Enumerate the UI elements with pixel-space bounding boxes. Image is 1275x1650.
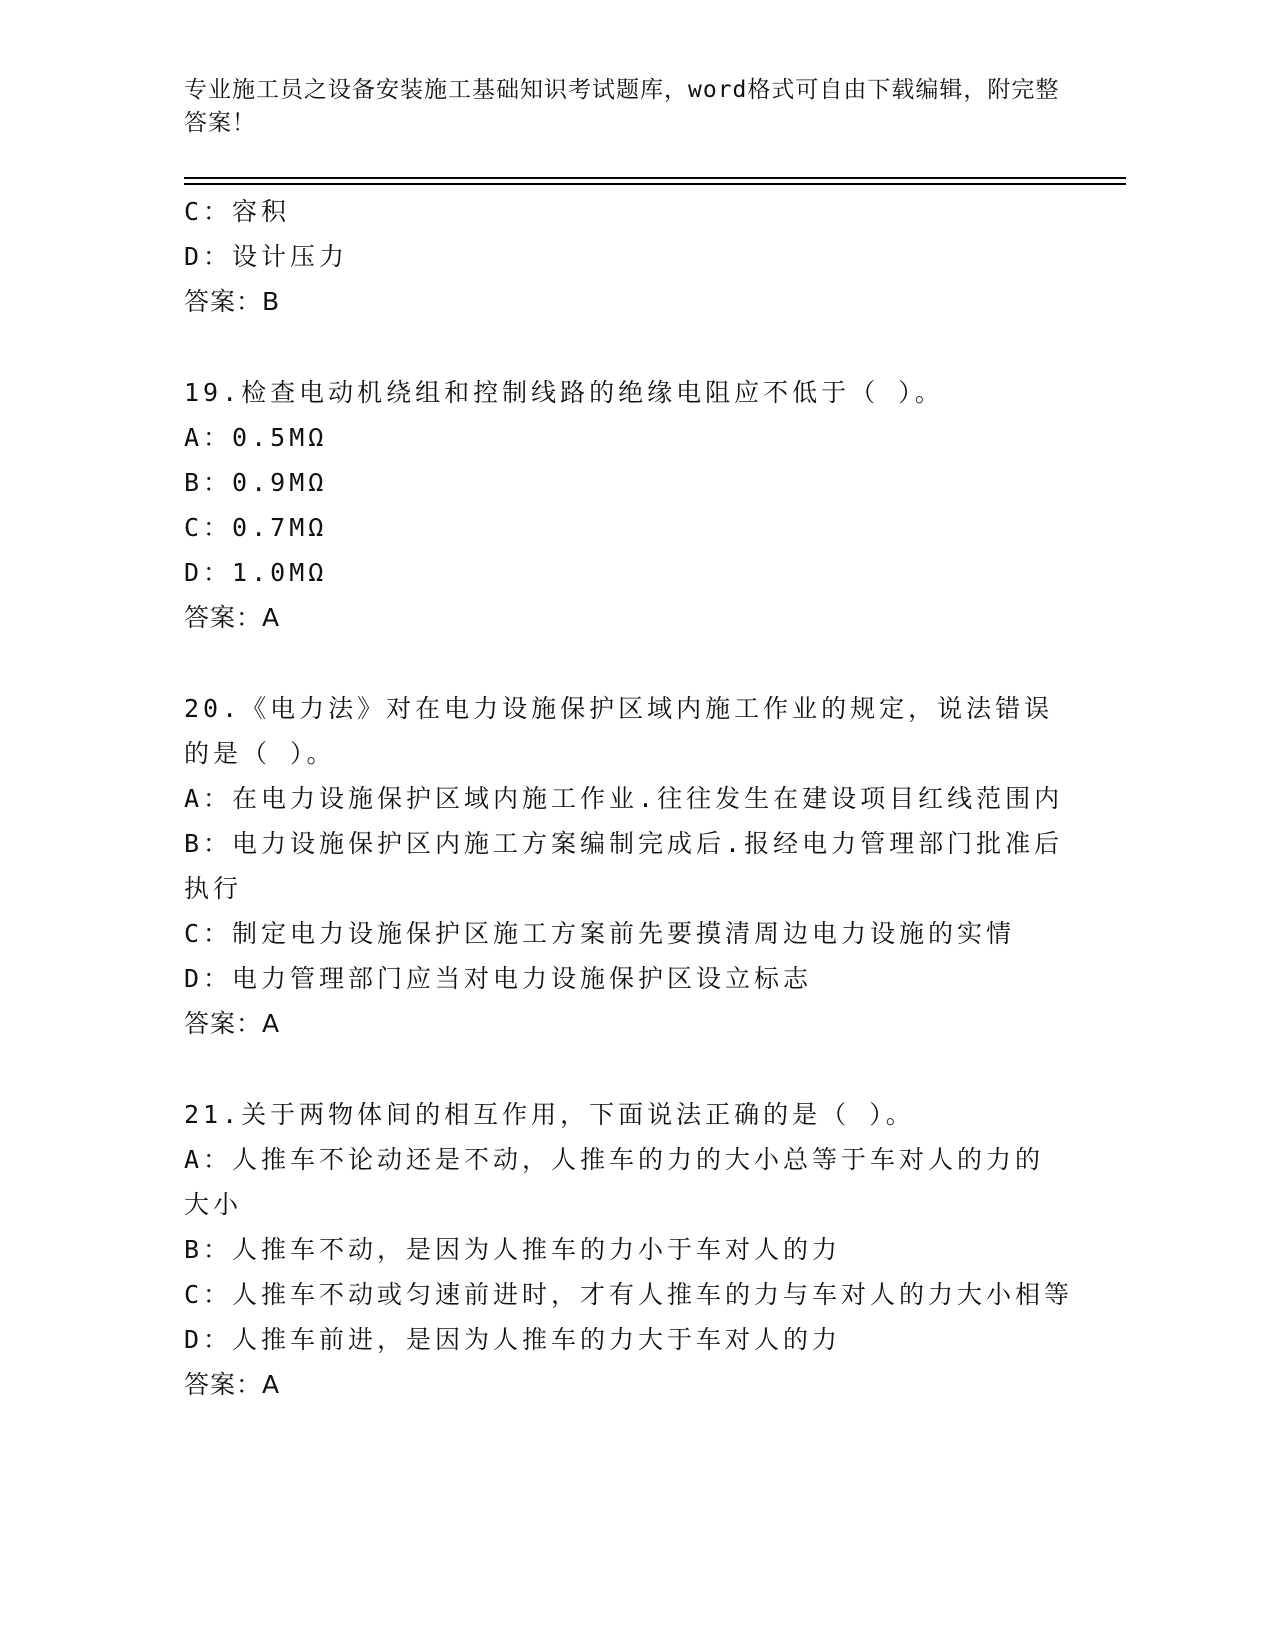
header-rule-top	[184, 177, 1126, 179]
question-content	[184, 189, 1074, 1407]
option-a: A：在电力设施保护区域内施工作业.往往发生在建设项目红线范围内	[184, 784, 1064, 813]
option-d: D：设计压力	[184, 242, 349, 271]
question-stem: 20.《电力法》对在电力设施保护区域内施工作业的规定，说法错误的是（ ）。	[184, 694, 1054, 768]
header-rule-bottom	[184, 183, 1126, 185]
option-d: D：1.0MΩ	[184, 558, 328, 587]
question-21	[184, 1092, 1074, 1407]
answer: 答案：B	[184, 287, 281, 316]
question-20	[184, 686, 1064, 1046]
spacer	[184, 324, 1064, 370]
document-header: 专业施工员之设备安装施工基础知识考试题库，word格式可自由下载编辑，附完整答案！	[184, 77, 1060, 136]
answer: 答案：A	[184, 603, 281, 632]
option-b: B：0.9MΩ	[184, 468, 328, 497]
answer: 答案：A	[184, 1009, 281, 1038]
option-c: C：容积	[184, 197, 291, 226]
option-c: C：人推车不动或匀速前进时，才有人推车的力与车对人的力大小相等	[184, 1280, 1074, 1309]
option-c: C：制定电力设施保护区施工方案前先要摸清周边电力设施的实情	[184, 919, 1016, 948]
option-a: A：人推车不论动还是不动，人推车的力的大小总等于车对人的力的大小	[184, 1145, 1045, 1219]
question-stem: 21.关于两物体间的相互作用，下面说法正确的是（ ）。	[184, 1100, 915, 1129]
option-a: A：0.5MΩ	[184, 423, 328, 452]
option-d: D：人推车前进，是因为人推车的力大于车对人的力	[184, 1325, 842, 1354]
question-18-tail	[184, 189, 1064, 324]
answer: 答案：A	[184, 1370, 281, 1399]
option-b: B：人推车不动，是因为人推车的力小于车对人的力	[184, 1235, 842, 1264]
question-19	[184, 370, 1064, 640]
option-c: C：0.7MΩ	[184, 513, 328, 542]
option-b: B：电力设施保护区内施工方案编制完成后.报经电力管理部门批准后执行	[184, 829, 1064, 903]
spacer	[184, 640, 1064, 686]
spacer	[184, 1046, 1064, 1092]
option-d: D：电力管理部门应当对电力设施保护区设立标志	[184, 964, 813, 993]
question-stem: 19.检查电动机绕组和控制线路的绝缘电阻应不低于（ ）。	[184, 378, 944, 407]
